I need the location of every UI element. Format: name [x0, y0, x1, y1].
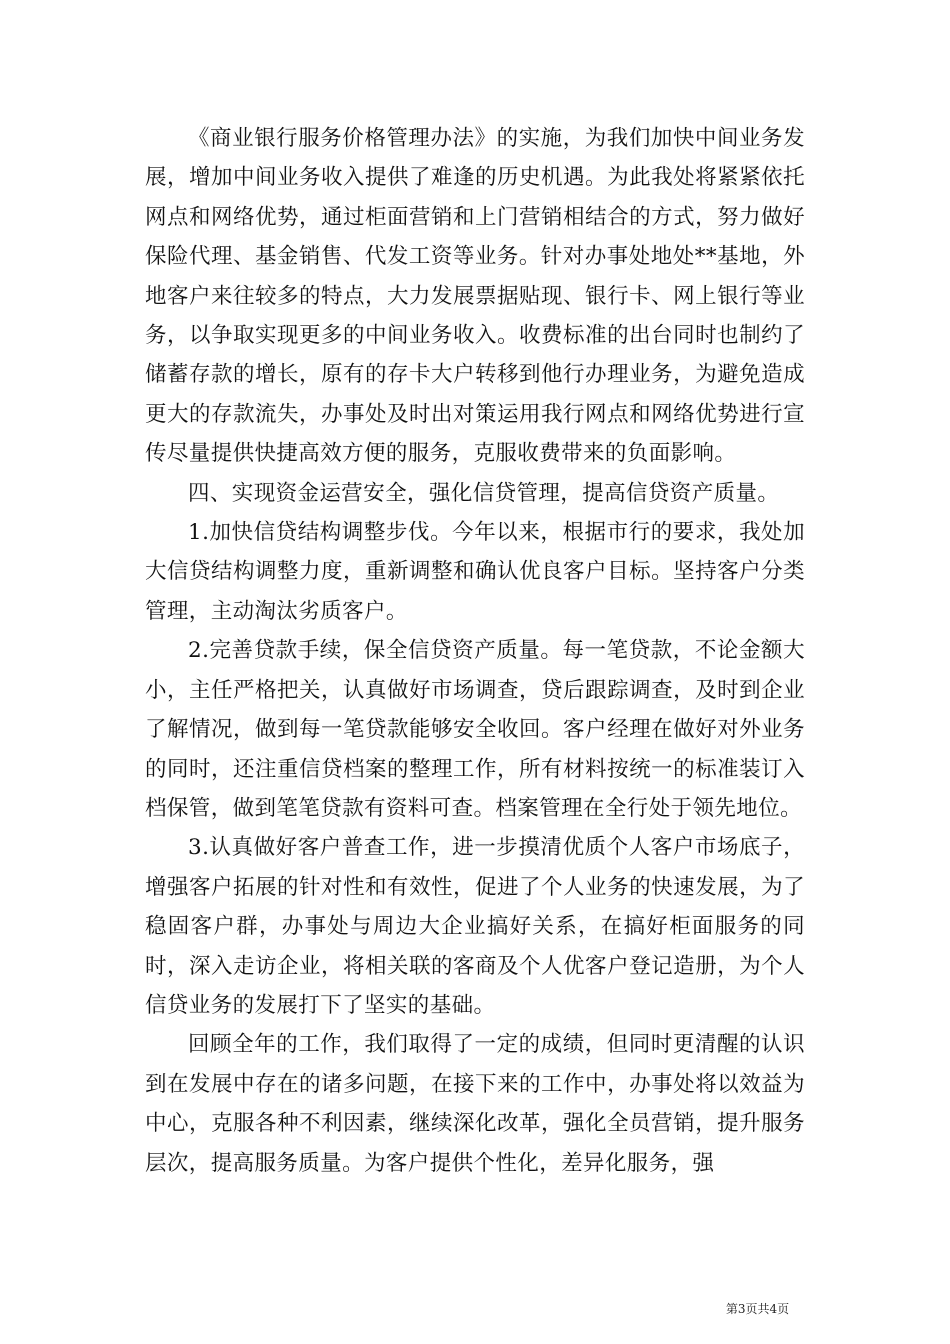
- paragraph-credit-structure: 1.加快信贷结构调整步伐。今年以来，根据市行的要求，我处加大信贷结构调整力度，重新调整和确认优良客户目标。坚持客户分类管理，主动淘汰劣质客户。: [145, 520, 805, 624]
- paragraph-section-four-heading: 四、实现资金运营安全，强化信贷管理，提高信贷资产质量。: [188, 480, 780, 506]
- paragraph-customer-survey: 3.认真做好客户普查工作，进一步摸清优质个人客户市场底子，增强客户拓展的针对性和有效性，促进了个人业务的快速发展，为了稳固客户群，办事处与周边大企业搞好关系，在搞好柜面服务的同时，深入走访企业，将相关联的客商及个人优客户登记造册，为个人信贷业务的发展打下了坚实的基础。: [145, 835, 805, 1018]
- document-body: [145, 119, 805, 1183]
- page-number-footer: 第3页共4页: [725, 1302, 790, 1316]
- paragraph-fee-regulation: 《商业银行服务价格管理办法》的实施，为我们加快中间业务发展，增加中间业务收入提供了难逢的历史机遇。为此我处将紧紧依托网点和网络优势，通过柜面营销和上门营销相结合的方式，努力做好保险代理、基金销售、代发工资等业务。针对办事处地处**基地，外地客户来往较多的特点，大力发展票据贴现、银行卡、网上银行等业务，以争取实现更多的中间业务收入。收费标准的出台同时也制约了储蓄存款的增长，原有的存卡大户转移到他行办理业务，为避免造成更大的存款流失，办事处及时出对策运用我行网点和网络优势进行宣传尽量提供快捷高效方便的服务，克服收费带来的负面影响。: [145, 126, 805, 467]
- paragraph-annual-review: 回顾全年的工作，我们取得了一定的成绩，但同时更清醒的认识到在发展中存在的诸多问题，在接下来的工作中，办事处将以效益为中心，克服各种不利因素，继续深化改革，强化全员营销，提升服务层次，提高服务质量。为客户提供个性化，差异化服务，强: [145, 1032, 805, 1176]
- paragraph-loan-procedures: 2.完善贷款手续，保全信贷资产质量。每一笔贷款，不论金额大小，主任严格把关，认真做好市场调查，贷后跟踪调查，及时到企业了解情况，做到每一笔贷款能够安全收回。客户经理在做好对外业务的同时，还注重信贷档案的整理工作，所有材料按统一的标准装订入档保管，做到笔笔贷款有资料可查。档案管理在全行处于领先地位。: [145, 638, 805, 821]
